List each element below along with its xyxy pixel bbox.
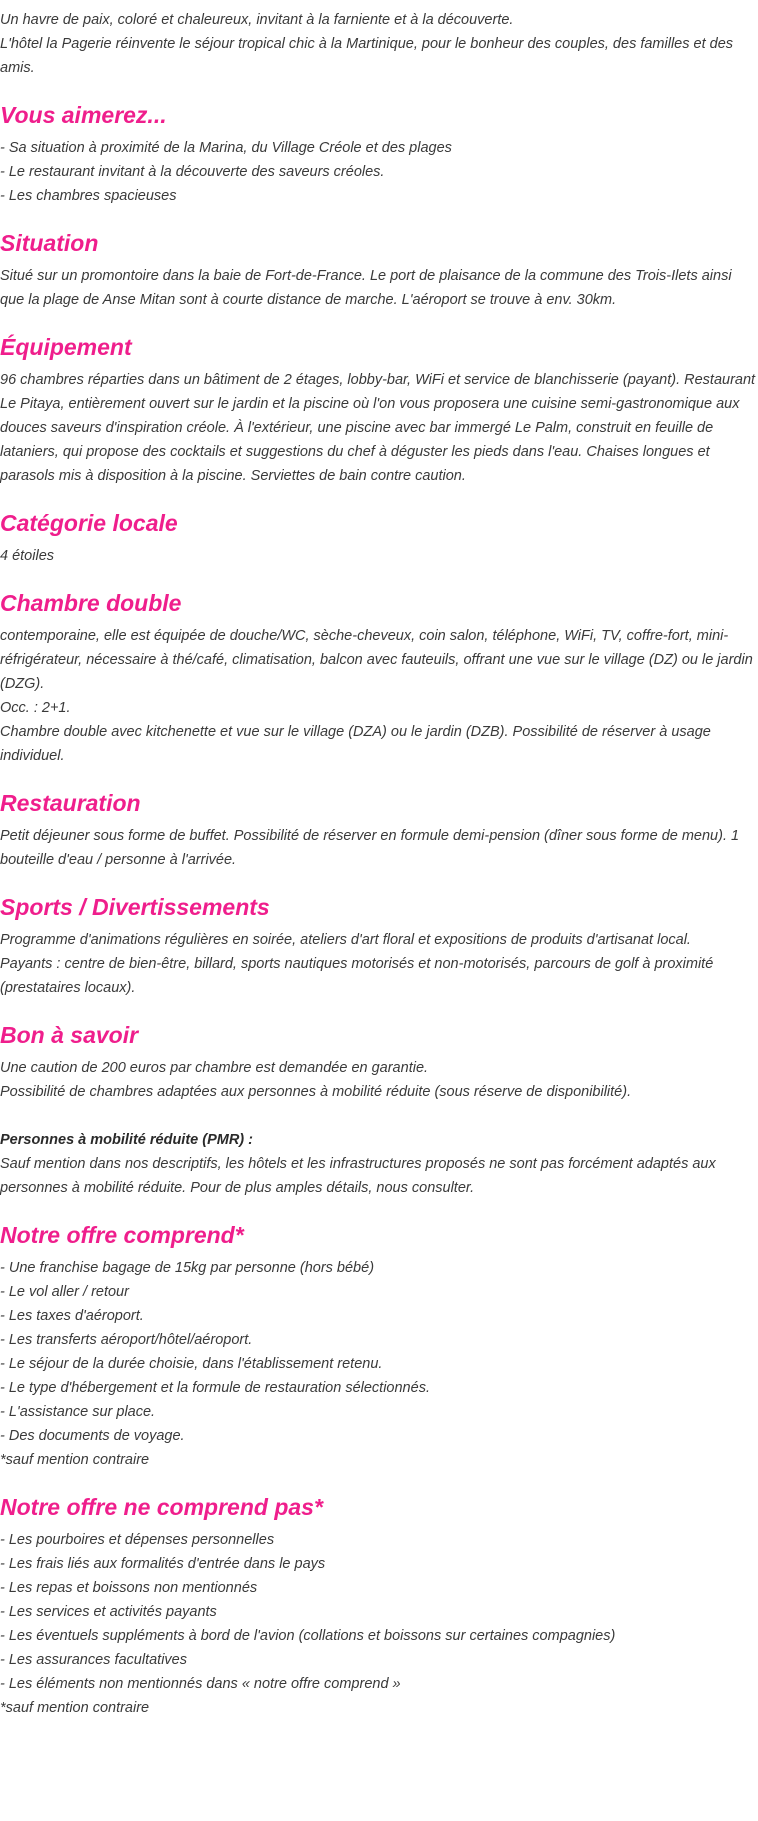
list-item: - Les transferts aéroport/hôtel/aéroport. bbox=[0, 1332, 253, 1348]
list-item: - Les assurances facultatives bbox=[0, 1652, 187, 1668]
sports-text-1: Programme d'animations régulières en soirée, ateliers d'art floral et expositions de produits d'artisanat local. bbox=[0, 932, 691, 948]
offre-ne-comprend-pas-note: *sauf mention contraire bbox=[0, 1700, 150, 1716]
list-item: - Le type d'hébergement et la formule de restauration sélectionnés. bbox=[0, 1380, 430, 1396]
list-item: - Sa situation à proximité de la Marina, du Village Créole et des plages bbox=[0, 140, 452, 156]
vous-aimerez-list bbox=[0, 136, 758, 208]
chambre-text-2: Occ. : 2+1. bbox=[0, 700, 71, 716]
list-item: - Les pourboires et dépenses personnelles bbox=[0, 1532, 275, 1548]
list-item: - Les éléments non mentionnés dans « notre offre comprend » bbox=[0, 1676, 401, 1692]
intro-line-2: L'hôtel la Pagerie réinvente le séjour tropical chic à la Martinique, pour le bonheur des couples, des familles et des amis. bbox=[0, 36, 734, 76]
section-title-situation: Situation bbox=[0, 230, 99, 256]
list-item: - Les taxes d'aéroport. bbox=[0, 1308, 144, 1324]
section-title-offre-ne-comprend-pas: Notre offre ne comprend pas* bbox=[0, 1494, 323, 1520]
pmr-text: Sauf mention dans nos descriptifs, les hôtels et les infrastructures proposés ne sont pas forcément adaptés aux personnes à mobilité réduite. Pour de plus amples détails, nous consulter. bbox=[0, 1156, 716, 1196]
intro-section bbox=[0, 8, 758, 80]
section-sports bbox=[0, 892, 758, 1000]
bon-a-savoir-text-2: Possibilité de chambres adaptées aux personnes à mobilité réduite (sous réserve de disponibilité). bbox=[0, 1084, 632, 1100]
section-offre-comprend bbox=[0, 1220, 758, 1472]
section-title-chambre: Chambre double bbox=[0, 590, 182, 616]
list-item: - Les éventuels suppléments à bord de l'avion (collations et boissons sur certaines compagnies) bbox=[0, 1628, 616, 1644]
section-vous-aimerez bbox=[0, 100, 758, 208]
pmr-title: Personnes à mobilité réduite (PMR) : bbox=[0, 1132, 253, 1148]
section-restauration bbox=[0, 788, 758, 872]
list-item: - Les chambres spacieuses bbox=[0, 188, 177, 204]
list-item: - Les frais liés aux formalités d'entrée dans le pays bbox=[0, 1556, 326, 1572]
section-title-sports: Sports / Divertissements bbox=[0, 894, 270, 920]
list-item: - Le restaurant invitant à la découverte des saveurs créoles. bbox=[0, 164, 385, 180]
restauration-text: Petit déjeuner sous forme de buffet. Possibilité de réserver en formule demi-pension (dîner sous forme de menu). 1 bouteille d'eau / personne à l'arrivée. bbox=[0, 828, 740, 868]
section-title-categorie: Catégorie locale bbox=[0, 510, 178, 536]
section-categorie bbox=[0, 508, 758, 568]
list-item: - Les repas et boissons non mentionnés bbox=[0, 1580, 258, 1596]
list-item: - Le séjour de la durée choisie, dans l'établissement retenu. bbox=[0, 1356, 383, 1372]
section-title-bon-a-savoir: Bon à savoir bbox=[0, 1022, 139, 1048]
intro-line-1: Un havre de paix, coloré et chaleureux, invitant à la farniente et à la découverte. bbox=[0, 12, 514, 28]
categorie-text: 4 étoiles bbox=[0, 548, 55, 564]
offre-ne-comprend-pas-list bbox=[0, 1528, 758, 1696]
section-chambre bbox=[0, 588, 758, 768]
section-title-equipement: Équipement bbox=[0, 334, 132, 360]
bon-a-savoir-text-1: Une caution de 200 euros par chambre est demandée en garantie. bbox=[0, 1060, 429, 1076]
section-equipement bbox=[0, 332, 758, 488]
section-title-restauration: Restauration bbox=[0, 790, 141, 816]
equipement-text: 96 chambres réparties dans un bâtiment de 2 étages, lobby-bar, WiFi et service de blanchisserie (payant). Restaurant Le Pitaya, entièrement ouvert sur le jardin et la piscine où l'on vous proposera une cuisine semi-gastronomique aux douces saveurs d'inspiration créole. À l'extérieur, une piscine avec bar immergé Le Palm, construit en feuille de lataniers, qui propose des cocktails et suggestions du chef à déguster les pieds dans l'eau. Chaises longues et parasols mis à disposition à la piscine. Serviettes de bain contre caution. bbox=[0, 372, 756, 484]
list-item: - Une franchise bagage de 15kg par personne (hors bébé) bbox=[0, 1260, 375, 1276]
chambre-text-1: contemporaine, elle est équipée de douche/WC, sèche-cheveux, coin salon, téléphone, WiFi, TV, coffre-fort, mini-réfrigérateur, nécessaire à thé/café, climatisation, balcon avec fauteuils, offrant une vue sur le village (DZ) ou le jardin (DZG). bbox=[0, 628, 753, 692]
section-offre-ne-comprend-pas bbox=[0, 1492, 758, 1720]
offre-comprend-note: *sauf mention contraire bbox=[0, 1452, 150, 1468]
list-item: - Des documents de voyage. bbox=[0, 1428, 185, 1444]
spacer bbox=[0, 1104, 758, 1128]
section-title-offre-comprend: Notre offre comprend* bbox=[0, 1222, 244, 1248]
chambre-text-3: Chambre double avec kitchenette et vue sur le village (DZA) ou le jardin (DZB). Possibilité de réserver à usage individuel. bbox=[0, 724, 711, 764]
list-item: - Les services et activités payants bbox=[0, 1604, 217, 1620]
list-item: - Le vol aller / retour bbox=[0, 1284, 129, 1300]
section-bon-a-savoir bbox=[0, 1020, 758, 1200]
sports-text-2: Payants : centre de bien-être, billard, sports nautiques motorisés et non-motorisés, parcours de golf à proximité (prestataires locaux). bbox=[0, 956, 714, 996]
situation-text: Situé sur un promontoire dans la baie de Fort-de-France. Le port de plaisance de la commune des Trois-Ilets ainsi que la plage de Anse Mitan sont à courte distance de marche. L'aéroport se trouve à env. 30km. bbox=[0, 268, 732, 308]
offre-comprend-list bbox=[0, 1256, 758, 1448]
section-title-vous-aimerez: Vous aimerez... bbox=[0, 102, 167, 128]
section-situation bbox=[0, 228, 758, 312]
list-item: - L'assistance sur place. bbox=[0, 1404, 156, 1420]
